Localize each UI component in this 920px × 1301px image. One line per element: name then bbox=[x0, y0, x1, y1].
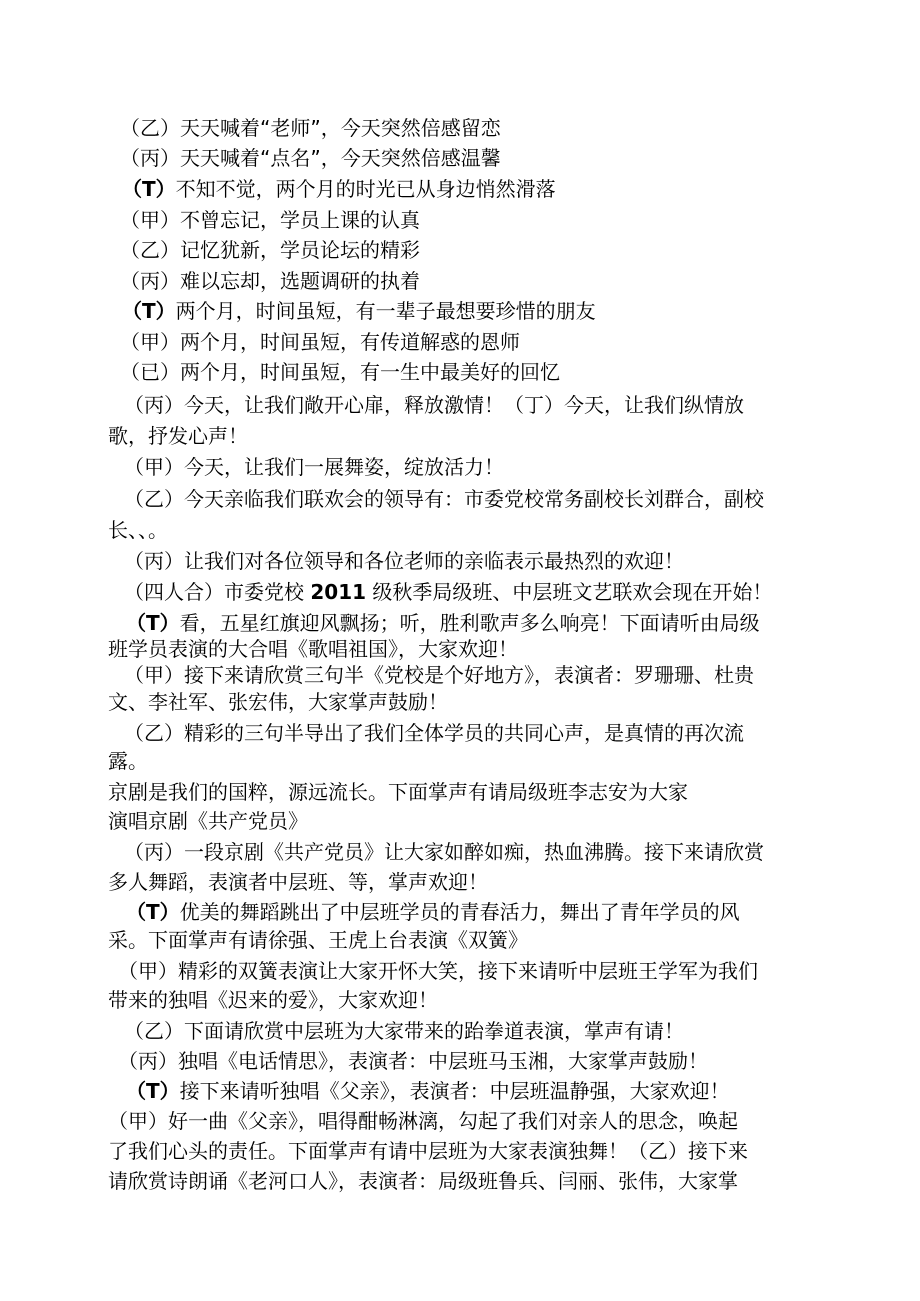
line-text: 带来的独唱《迟来的爱》，大家欢迎！ bbox=[108, 988, 438, 1012]
line-text: （四人合）市委党校 bbox=[124, 580, 304, 604]
line-text: 班学员表演的大合唱《歌唱祖国》，大家欢迎！ bbox=[108, 637, 518, 661]
line-text: （丙）今天，让我们敞开心扉，释放激情！（丁）今天，让我们纵情放 bbox=[124, 393, 744, 417]
line-text: （乙）精彩的三句半导出了我们全体学员的共同心声，是真情的再次流 bbox=[124, 721, 744, 745]
line-text: （丙）难以忘却，选题调研的执着 bbox=[120, 269, 420, 293]
line-text: 请欣赏诗朗诵《老河口人》，表演者：局级班鲁兵、闫丽、张伟，大家掌 bbox=[108, 1169, 738, 1193]
speaker-t-label: （T） bbox=[126, 611, 180, 635]
speaker-t-label: （T） bbox=[122, 177, 176, 201]
line-text: （甲）精彩的双簧表演让大家开怀大笑，接下来请听中层班王学军为我们 bbox=[118, 959, 758, 983]
line-text: 文、李社军、张宏伟，大家掌声鼓励！ bbox=[108, 690, 448, 714]
line-text: 了我们心头的责任。下面掌声有请中层班为大家表演独舞！（乙）接下来 bbox=[108, 1139, 748, 1163]
line-text: （甲）不曾忘记，学员上课的认真 bbox=[120, 208, 420, 232]
script-line bbox=[108, 515, 820, 545]
line-text: 长、、。 bbox=[108, 518, 168, 542]
script-line bbox=[120, 235, 820, 265]
line-text: 两个月，时间虽短，有一辈子最想要珍惜的朋友 bbox=[175, 299, 596, 323]
script-line bbox=[126, 1076, 820, 1106]
line-text: 优美的舞蹈跳出了中层班学员的青春活力，舞出了青年学员的风 bbox=[179, 900, 740, 924]
script-line bbox=[122, 174, 820, 204]
script-line bbox=[108, 1106, 820, 1136]
line-text: （丙）独唱《电话情思》，表演者：中层班马玉湘，大家掌声鼓励！ bbox=[118, 1049, 708, 1073]
line-text: （甲）今天，让我们一展舞姿，绽放活力！ bbox=[124, 455, 504, 479]
line-text: （甲）两个月，时间虽短，有传道解惑的恩师 bbox=[120, 330, 520, 354]
line-text: （乙）记忆犹新，学员论坛的精彩 bbox=[120, 238, 420, 262]
script-line bbox=[126, 897, 820, 927]
line-text: （已）两个月，时间虽短，有一生中最美好的回忆 bbox=[120, 360, 560, 384]
script-line bbox=[108, 777, 820, 807]
line-text: 露。 bbox=[108, 749, 148, 773]
script-line bbox=[118, 956, 820, 986]
script-line bbox=[120, 113, 820, 143]
line-text: 多人舞蹈，表演者中层班、等，掌声欢迎！ bbox=[108, 870, 488, 894]
script-line bbox=[108, 746, 820, 776]
line-text: 不知不觉，两个月的时光已从身边悄然滑落 bbox=[175, 177, 556, 201]
script-line bbox=[124, 484, 820, 514]
script-line bbox=[124, 718, 820, 748]
script-line bbox=[108, 867, 820, 897]
script-line bbox=[118, 1046, 820, 1076]
line-text: （乙）天天喊着“老师”，今天突然倍感留恋 bbox=[120, 116, 501, 140]
script-line bbox=[120, 357, 820, 387]
script-line bbox=[108, 421, 820, 451]
line-text: 京剧是我们的国粹，源远流长。下面掌声有请局级班李志安为大家 bbox=[108, 780, 688, 804]
script-line bbox=[124, 546, 820, 576]
script-line bbox=[122, 296, 820, 326]
script-line bbox=[124, 390, 820, 420]
script-line bbox=[124, 837, 820, 867]
speaker-t-label: （T） bbox=[122, 299, 176, 323]
year-number: 2011 bbox=[310, 580, 367, 604]
line-text: （丙）天天喊着“点名”，今天突然倍感温馨 bbox=[120, 146, 501, 170]
line-text: 演唱京剧《共产党员》 bbox=[108, 809, 308, 833]
script-line bbox=[108, 985, 820, 1015]
script-line bbox=[124, 660, 820, 690]
script-line bbox=[108, 687, 820, 717]
line-text: （丙）让我们对各位领导和各位老师的亲临表示最热烈的欢迎！ bbox=[124, 549, 684, 573]
speaker-t-label: （T） bbox=[126, 900, 180, 924]
line-text: 看，五星红旗迎风飘扬；听，胜利歌声多么响亮！下面请听由局级 bbox=[179, 611, 760, 635]
script-line bbox=[120, 205, 820, 235]
line-text: 接下来请听独唱《父亲》，表演者：中层班温静强，大家欢迎！ bbox=[179, 1079, 730, 1103]
script-line bbox=[120, 143, 820, 173]
script-line bbox=[108, 1136, 820, 1166]
speaker-t-label: （T） bbox=[126, 1079, 180, 1103]
script-line bbox=[120, 327, 820, 357]
script-line bbox=[108, 806, 820, 836]
script-line bbox=[108, 925, 820, 955]
line-text: （乙）今天亲临我们联欢会的领导有：市委党校常务副校长刘群合，副校 bbox=[124, 487, 764, 511]
script-line bbox=[124, 1016, 820, 1046]
line-text: 级秋季局级班、中层班文艺联欢会现在开始！ bbox=[372, 580, 773, 604]
line-text: （甲）接下来请欣赏三句半《党校是个好地方》，表演者：罗珊珊、杜贵 bbox=[124, 663, 754, 687]
line-text: （甲）好一曲《父亲》，唱得酣畅淋漓，勾起了我们对亲人的思念，唤起 bbox=[108, 1109, 738, 1133]
line-text: （丙）一段京剧《共产党员》让大家如醉如痴，热血沸腾。接下来请欣赏 bbox=[124, 840, 764, 864]
script-line bbox=[124, 452, 820, 482]
line-text: 歌，抒发心声！ bbox=[108, 424, 248, 448]
line-text: 采。下面掌声有请徐强、王虎上台表演《双簧》 bbox=[108, 928, 528, 952]
script-line bbox=[108, 1166, 820, 1196]
script-line bbox=[120, 266, 820, 296]
script-line bbox=[124, 577, 820, 607]
line-text: （乙）下面请欣赏中层班为大家带来的跆拳道表演，掌声有请！ bbox=[124, 1019, 684, 1043]
